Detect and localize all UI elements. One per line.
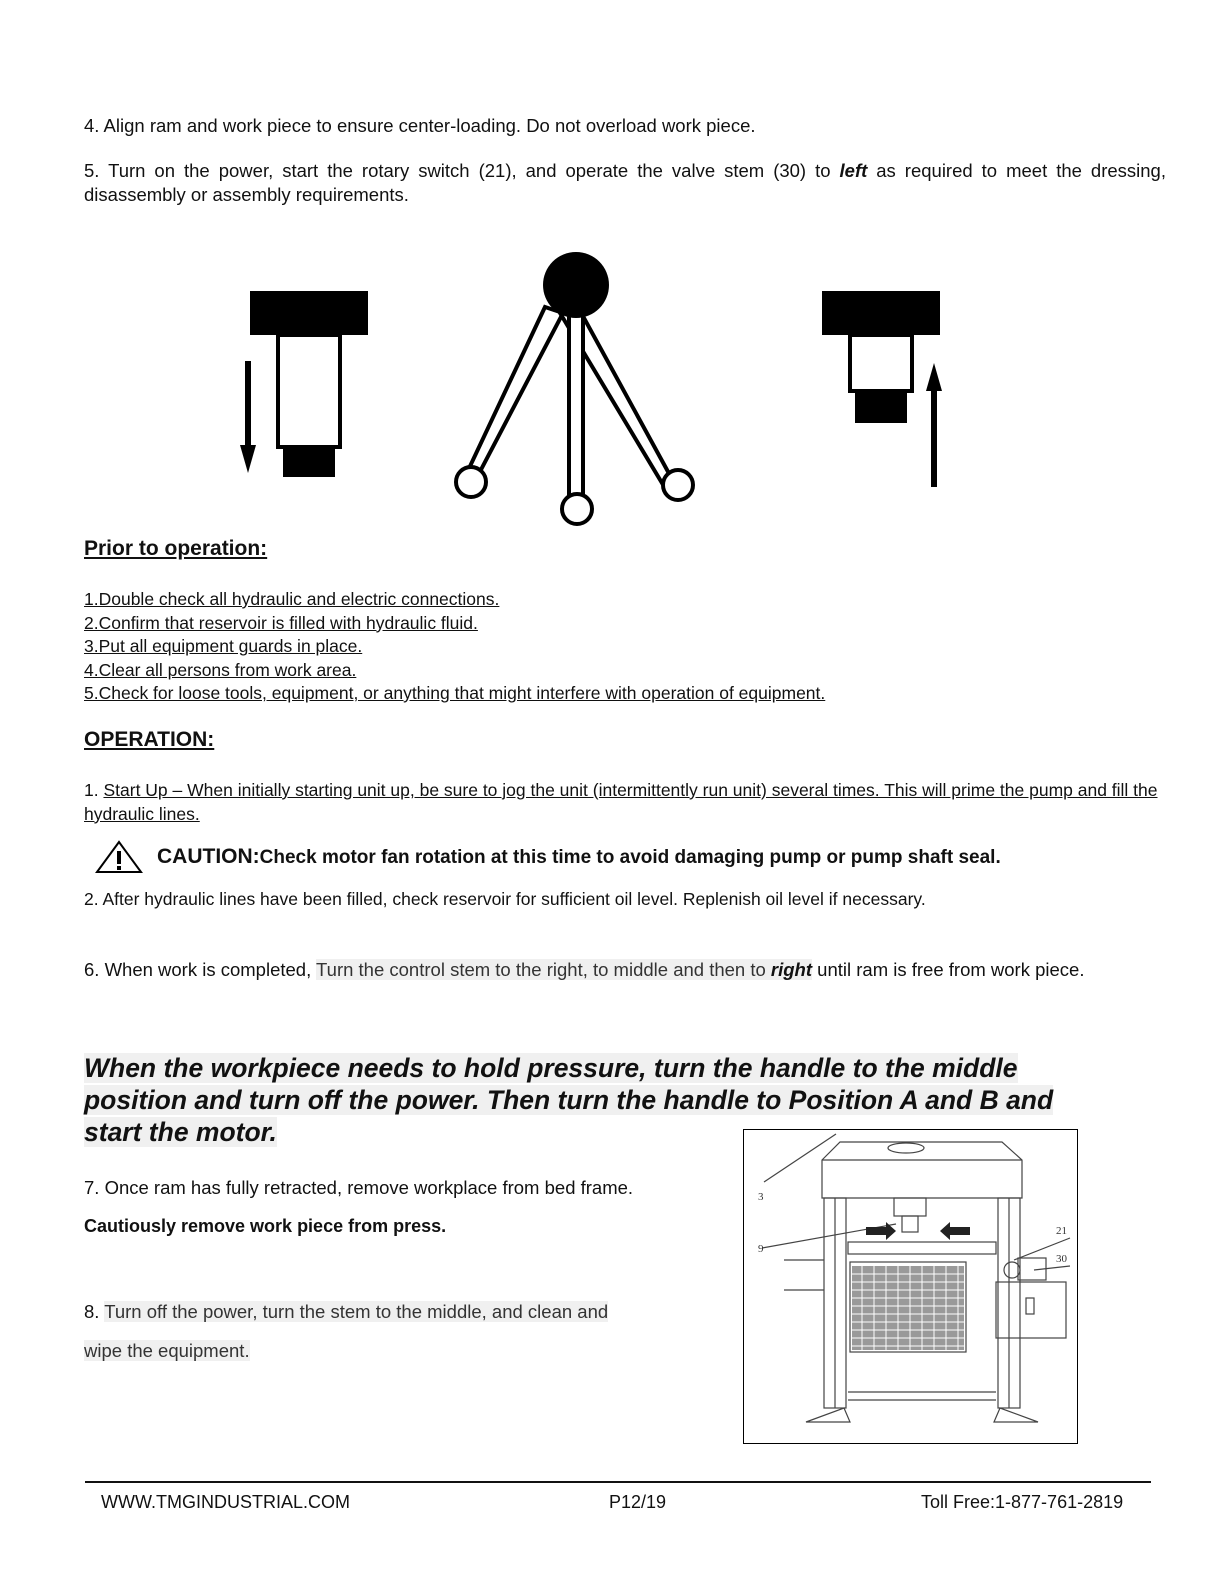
footer-rule bbox=[85, 1481, 1151, 1483]
step-4: 4. Align ram and work piece to ensure center-loading. Do not overload work piece. bbox=[84, 115, 756, 136]
ram-extend-figure bbox=[240, 291, 368, 477]
step-8-continued bbox=[84, 1339, 250, 1363]
footer-website: WWW.TMGINDUSTRIAL.COM bbox=[101, 1492, 350, 1512]
operation-heading: OPERATION: bbox=[84, 728, 215, 751]
callout-9: 9 bbox=[758, 1243, 764, 1255]
step-8-number: 8. bbox=[84, 1301, 105, 1322]
callout-21: 21 bbox=[1056, 1225, 1067, 1237]
callout-3: 3 bbox=[758, 1191, 764, 1203]
prior-list bbox=[84, 588, 1184, 706]
step-1-number: 1. bbox=[84, 780, 104, 800]
prior-item: 5.Check for loose tools, equipment, or anything that might interfere with operation of equipment. bbox=[84, 683, 826, 703]
step-5-text-end: as required to meet the dressing, disassembly or assembly requirements. bbox=[84, 160, 1166, 205]
step-5-direction: left bbox=[839, 160, 868, 181]
caution-note bbox=[157, 845, 1001, 869]
caution-label: CAUTION: bbox=[157, 845, 260, 868]
step-6-text-end: until ram is free from work piece. bbox=[812, 959, 1085, 980]
valve-position-diagram bbox=[230, 245, 960, 530]
footer-phone: Toll Free:1-877-761-2819 bbox=[921, 1492, 1124, 1512]
hydraulic-press-drawing bbox=[744, 1130, 1076, 1442]
step-8 bbox=[84, 1300, 724, 1324]
press-illustration bbox=[743, 1129, 1078, 1444]
caution-text: Check motor fan rotation at this time to avoid damaging pump or pump shaft seal. bbox=[259, 847, 1001, 868]
ram-retract-figure bbox=[822, 291, 942, 487]
step-5 bbox=[84, 159, 1166, 207]
operation-step-1 bbox=[84, 779, 1162, 826]
step-6-text: 6. When work is completed, bbox=[84, 959, 317, 980]
step-6 bbox=[84, 958, 1164, 982]
prior-item: 3.Put all equipment guards in place. bbox=[84, 636, 363, 656]
operation-step-2: 2. After hydraulic lines have been filled, check reservoir for sufficient oil level. Replenish oil level if necessary. bbox=[84, 889, 926, 909]
prior-heading: Prior to operation: bbox=[84, 537, 268, 560]
callout-30: 30 bbox=[1056, 1253, 1067, 1265]
prior-item: 2.Confirm that reservoir is filled with hydraulic fluid. bbox=[84, 612, 478, 633]
prior-item: 4.Clear all persons from work area. bbox=[84, 659, 357, 680]
step-6-direction: right bbox=[770, 959, 813, 980]
cautious-remove: Cautiously remove work piece from press. bbox=[84, 1216, 447, 1236]
step-1-text: Start Up – When initially starting unit up, be sure to jog the unit (intermittently run unit) several times. This will prime the pump and fill the hydraulic lines. bbox=[84, 780, 1158, 824]
footer-page-number: P12/19 bbox=[609, 1492, 667, 1512]
hold-pressure-line-1: When the workpiece needs to hold pressure, turn the handle to the middle bbox=[84, 1053, 1018, 1083]
warning-icon bbox=[95, 840, 143, 874]
step-7: 7. Once ram has fully retracted, remove workplace from bed frame. bbox=[84, 1177, 634, 1198]
step-8-line-2: wipe the equipment. bbox=[84, 1340, 250, 1361]
hold-pressure-line-2: position and turn off the power. Then turn the handle to Position A and B and bbox=[84, 1085, 1054, 1115]
step-5-text: 5. Turn on the power, start the rotary switch (21), and operate the valve stem (30) to bbox=[84, 160, 840, 181]
step-8-line-1: Turn off the power, turn the stem to the middle, and clean and bbox=[104, 1301, 609, 1322]
prior-item: 1.Double check all hydraulic and electric connections. bbox=[84, 589, 500, 609]
step-6-shaded-text: Turn the control stem to the right, to middle and then to bbox=[316, 959, 771, 980]
hold-pressure-line-3: start the motor. bbox=[84, 1117, 277, 1147]
handle-positions-figure bbox=[456, 252, 693, 524]
